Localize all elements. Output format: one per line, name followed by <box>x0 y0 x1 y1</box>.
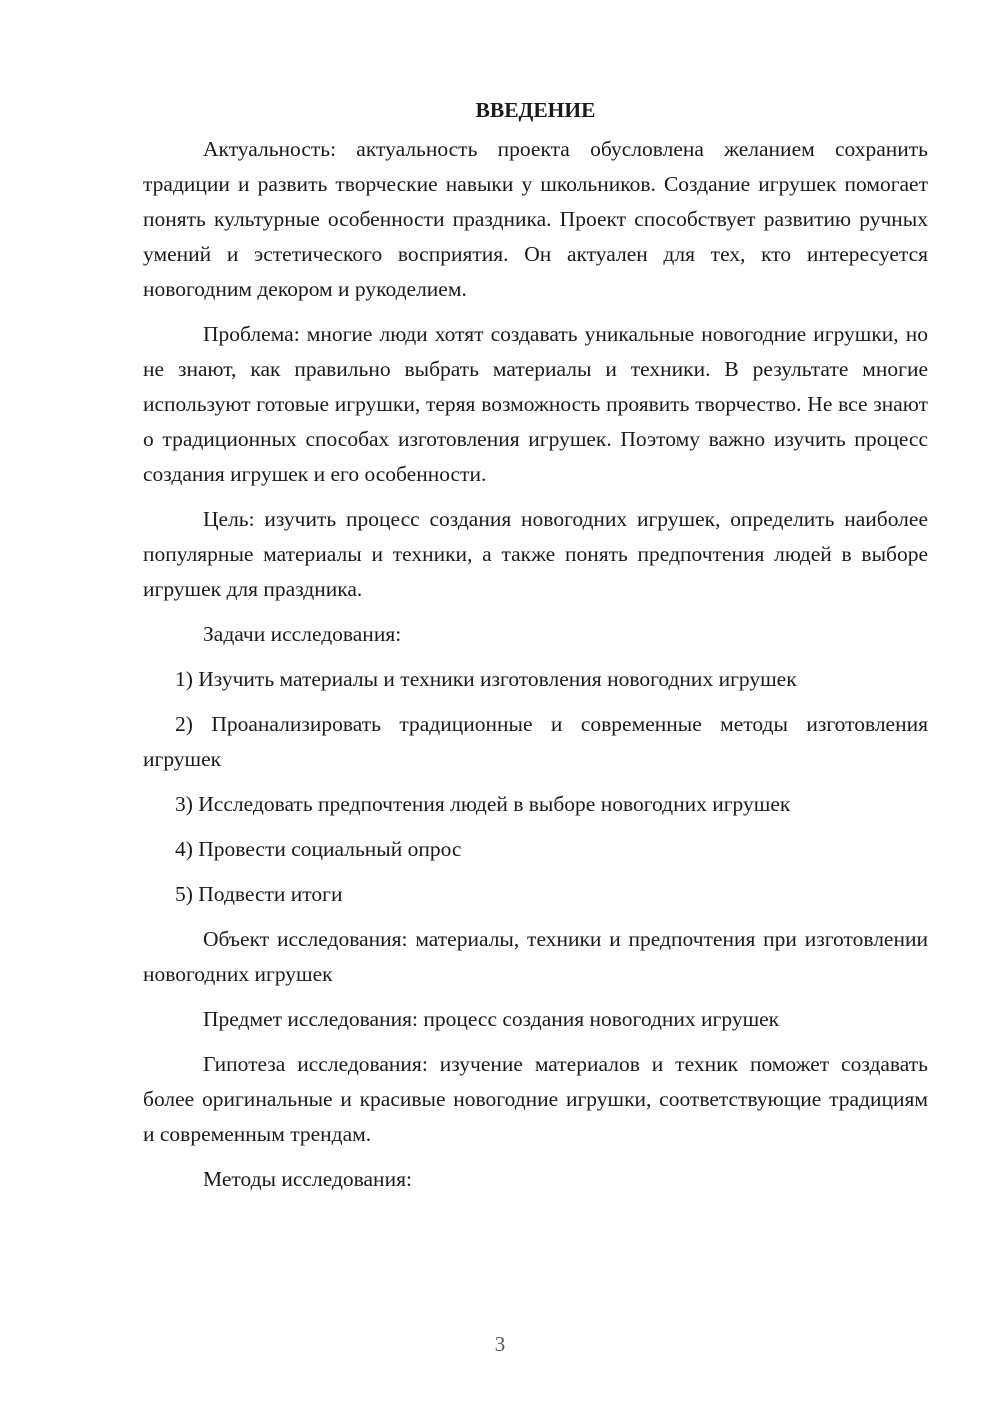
problem-paragraph: Проблема: многие люди хотят создавать уникальные новогодние игрушки, но не знают, как правильно выбрать материалы и техники. В результате многие используют готовые игрушки, теряя возможность проявить творчество. Не все знают о традиционных способах изготовления игрушек. Поэтому важно изучить процесс создания игрушек и его особенности. <box>143 322 928 486</box>
page-number: 3 <box>494 1332 506 1356</box>
hypothesis-paragraph: Гипотеза исследования: изучение материалов и техник поможет создавать более оригинальные и красивые новогодние игрушки, соответствующие традициям и современным трендам. <box>143 1052 928 1146</box>
subject-paragraph: Предмет исследования: процесс создания новогодних игрушек <box>203 1007 780 1031</box>
goal-paragraph: Цель: изучить процесс создания новогодних игрушек, определить наиболее популярные материалы и техники, а также понять предпочтения людей в выборе игрушек для праздника. <box>143 507 928 601</box>
task-item: 4) Провести социальный опрос <box>175 837 462 861</box>
page-title: ВВЕДЕНИЕ <box>475 98 596 122</box>
task-item: 3) Исследовать предпочтения людей в выборе новогодних игрушек <box>175 792 791 816</box>
task-item: 2) Проанализировать традиционные и современные методы изготовления игрушек <box>143 712 928 771</box>
tasks-heading: Задачи исследования: <box>203 622 402 646</box>
object-paragraph: Объект исследования: материалы, техники и предпочтения при изготовлении новогодних игрушек <box>143 927 928 986</box>
task-item: 1) Изучить материалы и техники изготовления новогодних игрушек <box>175 667 797 691</box>
task-item: 5) Подвести итоги <box>175 882 343 906</box>
methods-heading: Методы исследования: <box>203 1167 412 1191</box>
relevance-paragraph: Актуальность: актуальность проекта обусловлена желанием сохранить традиции и развить творческие навыки у школьников. Создание игрушек помогает понять культурные особенности праздника. Проект способствует развитию ручных умений и эстетического восприятия. Он актуален для тех, кто интересуется новогодним декором и рукоделием. <box>143 137 928 301</box>
document-page <box>143 92 928 1197</box>
